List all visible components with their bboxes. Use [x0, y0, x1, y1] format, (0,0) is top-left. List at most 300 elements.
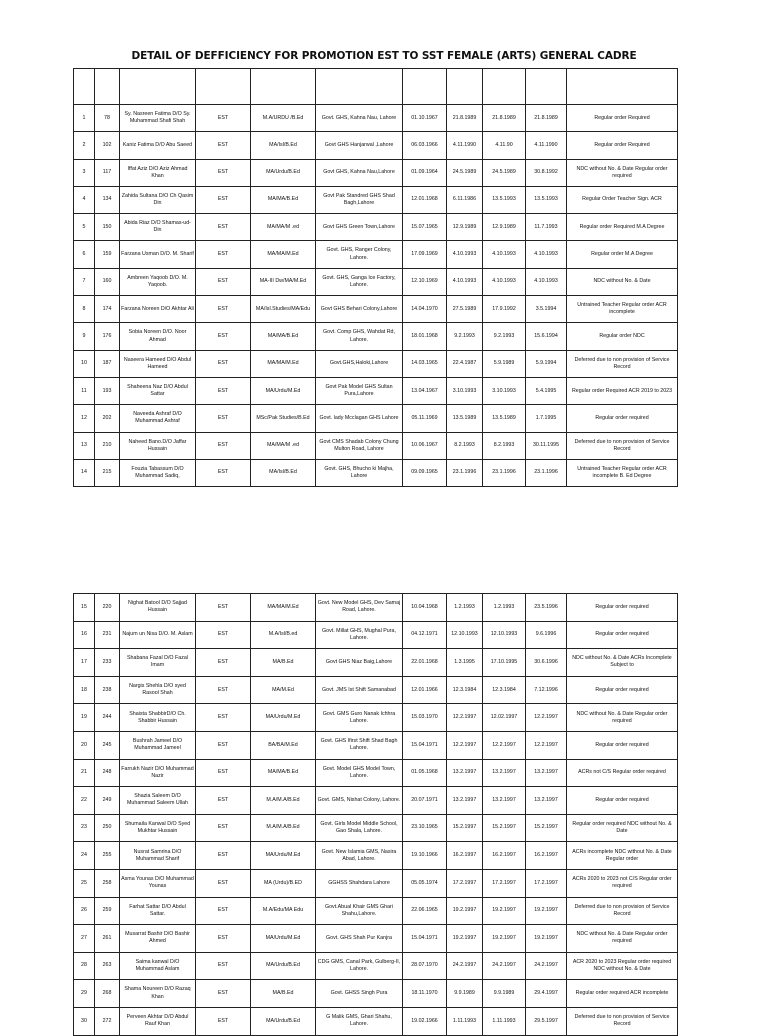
- designation-cell: EST: [196, 432, 251, 459]
- qualification-cell: M.A/M.A/B.Ed: [251, 814, 316, 842]
- header-cell: [316, 69, 403, 105]
- seniority-date-cell: 30.11.1995: [526, 432, 567, 459]
- seniority-date-cell: 15.2.1997: [526, 814, 567, 842]
- table-row: [74, 105, 678, 132]
- table-row: [74, 214, 678, 241]
- seniority-number-cell: 220: [95, 594, 120, 622]
- regular-date-cell: 12.02.1997: [483, 704, 526, 732]
- deficiency-remarks-cell: Regular order NDC: [567, 323, 678, 350]
- table-row: [74, 350, 678, 377]
- designation-cell: EST: [196, 459, 251, 486]
- teacher-name-cell: Bushrah Jameel D/O Muhammad Jameel: [120, 731, 196, 759]
- serial-number-cell: 29: [74, 980, 95, 1008]
- table-row: [74, 952, 678, 980]
- teacher-name-cell: Musarrat Bashir D/O Bashir Ahmed: [120, 925, 196, 953]
- date-of-birth-cell: 15.04.1971: [403, 731, 447, 759]
- seniority-number-cell: 268: [95, 980, 120, 1008]
- qualification-cell: MA/Urdu/M.Ed: [251, 377, 316, 404]
- seniority-date-cell: 19.2.1997: [526, 897, 567, 925]
- qualification-cell: MA/Urdu/B.Ed: [251, 159, 316, 186]
- school-name-cell: Govt. GHS, Ganga Ice Factory, Lahore.: [316, 268, 403, 295]
- header-cell: [403, 69, 447, 105]
- qualification-cell: MA/Isl/B.Ed: [251, 132, 316, 159]
- date-of-birth-cell: 14.03.1965: [403, 350, 447, 377]
- first-appointment-date-cell: 16.2.1997: [447, 842, 483, 870]
- regular-date-cell: 9.9.1989: [483, 980, 526, 1008]
- designation-cell: EST: [196, 869, 251, 897]
- deficiency-remarks-cell: NDC without No. & Date Regular order required: [567, 925, 678, 953]
- seniority-date-cell: 3.5.1994: [526, 296, 567, 323]
- document-title: DETAIL OF DEFFICIENCY FOR PROMOTION EST TO SST FEMALE (ARTS) GENERAL CADRE: [131, 50, 637, 62]
- deficiency-remarks-cell: Regular order required: [567, 594, 678, 622]
- qualification-cell: M.A/Isl/B.ed: [251, 621, 316, 649]
- seniority-number-cell: 210: [95, 432, 120, 459]
- qualification-cell: MA/MA/M.Ed: [251, 241, 316, 268]
- designation-cell: EST: [196, 405, 251, 432]
- date-of-birth-cell: 20.07.1971: [403, 787, 447, 815]
- designation-cell: EST: [196, 377, 251, 404]
- table-header-row: [74, 69, 678, 105]
- seniority-date-cell: 13.2.1997: [526, 759, 567, 787]
- teacher-name-cell: Abida Riaz D/O Shamas-ud-Din: [120, 214, 196, 241]
- designation-cell: EST: [196, 186, 251, 213]
- first-appointment-date-cell: 19.2.1997: [447, 897, 483, 925]
- first-appointment-date-cell: 12.10.1993: [447, 621, 483, 649]
- regular-date-cell: 4.10.1993: [483, 241, 526, 268]
- regular-date-cell: 12.9.1989: [483, 214, 526, 241]
- qualification-cell: MA/MA/M.Ed: [251, 594, 316, 622]
- date-of-birth-cell: 12.01.1968: [403, 186, 447, 213]
- seniority-date-cell: 9.6.1996: [526, 621, 567, 649]
- seniority-date-cell: 4.10.1993: [526, 268, 567, 295]
- deficiency-remarks-cell: Deferred due to non provision of Service Record: [567, 897, 678, 925]
- designation-cell: EST: [196, 105, 251, 132]
- serial-number-cell: 19: [74, 704, 95, 732]
- school-name-cell: Govt. GHS, Bhucho ki Majha, Lahore: [316, 459, 403, 486]
- table-row: [74, 842, 678, 870]
- teacher-name-cell: Zahida Sultana D/O Ch Qasim Din: [120, 186, 196, 213]
- serial-number-cell: 12: [74, 405, 95, 432]
- regular-date-cell: 12.2.1997: [483, 731, 526, 759]
- seniority-number-cell: 202: [95, 405, 120, 432]
- table-row: [74, 759, 678, 787]
- table-row: [74, 377, 678, 404]
- deficiency-remarks-cell: Regular order required NDC without No. & Date: [567, 814, 678, 842]
- regular-date-cell: 1.2.1993: [483, 594, 526, 622]
- first-appointment-date-cell: 17.2.1997: [447, 869, 483, 897]
- header-cell: [95, 69, 120, 105]
- qualification-cell: M.A/M.A/B.Ed: [251, 787, 316, 815]
- date-of-birth-cell: 18.11.1970: [403, 980, 447, 1008]
- teacher-name-cell: Farrukh Nazir D/O Muhammad Nazir: [120, 759, 196, 787]
- first-appointment-date-cell: 13.2.1997: [447, 787, 483, 815]
- seniority-number-cell: 193: [95, 377, 120, 404]
- deficiency-remarks-cell: Regular order required: [567, 787, 678, 815]
- date-of-birth-cell: 10.06.1967: [403, 432, 447, 459]
- table-row: [74, 296, 678, 323]
- regular-date-cell: 13.2.1997: [483, 759, 526, 787]
- designation-cell: EST: [196, 676, 251, 704]
- deficiency-remarks-cell: Regular order Required M.A Degree: [567, 214, 678, 241]
- serial-number-cell: 25: [74, 869, 95, 897]
- date-of-birth-cell: 12.10.1969: [403, 268, 447, 295]
- first-appointment-date-cell: 12.2.1997: [447, 704, 483, 732]
- seniority-date-cell: 7.12.1996: [526, 676, 567, 704]
- serial-number-cell: 7: [74, 268, 95, 295]
- seniority-number-cell: 174: [95, 296, 120, 323]
- seniority-number-cell: 250: [95, 814, 120, 842]
- first-appointment-date-cell: 24.5.1989: [447, 159, 483, 186]
- qualification-cell: MA (Urdu)/B.ED: [251, 869, 316, 897]
- first-appointment-date-cell: 13.5.1989: [447, 405, 483, 432]
- regular-date-cell: 13.5.1993: [483, 186, 526, 213]
- school-name-cell: Govt Pak Model GHS Sultan Pura,Lahore: [316, 377, 403, 404]
- designation-cell: EST: [196, 759, 251, 787]
- teacher-name-cell: Ambreen Yaqoob D/O. M. Yaqoob.: [120, 268, 196, 295]
- deficiency-remarks-cell: Untrained Teacher Regular order ACR incomplete B. Ed Degree: [567, 459, 678, 486]
- deficiency-remarks-cell: Regular order required: [567, 621, 678, 649]
- deficiency-table-part-one: [73, 68, 678, 487]
- school-name-cell: Govt. GMS, Nishat Colony, Lahore.: [316, 787, 403, 815]
- date-of-birth-cell: 05.11.1969: [403, 405, 447, 432]
- serial-number-cell: 20: [74, 731, 95, 759]
- school-name-cell: Govt GHS Niaz Baig,Lahore: [316, 649, 403, 677]
- table-row: [74, 241, 678, 268]
- seniority-date-cell: 5.4.1995: [526, 377, 567, 404]
- seniority-date-cell: 30.8.1992: [526, 159, 567, 186]
- date-of-birth-cell: 01.10.1967: [403, 105, 447, 132]
- serial-number-cell: 9: [74, 323, 95, 350]
- table-row: [74, 405, 678, 432]
- header-cell: [526, 69, 567, 105]
- qualification-cell: MA/Isl.Studies/MA/Edu: [251, 296, 316, 323]
- regular-date-cell: 15.2.1997: [483, 814, 526, 842]
- seniority-number-cell: 160: [95, 268, 120, 295]
- table-row: [74, 621, 678, 649]
- deficiency-remarks-cell: NDC without No. & Date ACRs Incomplete Subject to: [567, 649, 678, 677]
- teacher-name-cell: Naveeda Ashraf D/O Muhammad Ashraf: [120, 405, 196, 432]
- first-appointment-date-cell: 1.11.1993: [447, 1007, 483, 1035]
- header-cell: [447, 69, 483, 105]
- designation-cell: EST: [196, 980, 251, 1008]
- deficiency-remarks-cell: Deferred due to non provision of Service Record: [567, 1007, 678, 1035]
- first-appointment-date-cell: 1.2.1993: [447, 594, 483, 622]
- regular-date-cell: 19.2.1997: [483, 925, 526, 953]
- date-of-birth-cell: 23.10.1965: [403, 814, 447, 842]
- school-name-cell: Govt.GHS,Haloki,Lahore: [316, 350, 403, 377]
- deficiency-remarks-cell: ACRs incomplete NDC without No. & Date Regular order: [567, 842, 678, 870]
- seniority-number-cell: 215: [95, 459, 120, 486]
- date-of-birth-cell: 19.02.1966: [403, 1007, 447, 1035]
- table-row: [74, 323, 678, 350]
- designation-cell: EST: [196, 241, 251, 268]
- seniority-date-cell: 12.2.1997: [526, 704, 567, 732]
- seniority-date-cell: 16.2.1997: [526, 842, 567, 870]
- teacher-name-cell: Shaheena Naz D/O Abdul Sattar: [120, 377, 196, 404]
- qualification-cell: MA/Isl/B.Ed: [251, 459, 316, 486]
- table-row: [74, 159, 678, 186]
- school-name-cell: Govt.Abual Khair GMS Ghari Shahu,Lahore.: [316, 897, 403, 925]
- deficiency-remarks-cell: Regular order Required ACR 2019 to 2023: [567, 377, 678, 404]
- teacher-name-cell: Shabana Fazal D/O Fazal Imam: [120, 649, 196, 677]
- header-cell: [196, 69, 251, 105]
- date-of-birth-cell: 15.04.1971: [403, 925, 447, 953]
- designation-cell: EST: [196, 350, 251, 377]
- seniority-date-cell: 13.5.1993: [526, 186, 567, 213]
- table-row: [74, 787, 678, 815]
- qualification-cell: MA/Urdu/B.Ed: [251, 1007, 316, 1035]
- serial-number-cell: 13: [74, 432, 95, 459]
- school-name-cell: Govt. GHS Ifirst Shift Shad Bagh Lahore.: [316, 731, 403, 759]
- first-appointment-date-cell: 3.10.1993: [447, 377, 483, 404]
- first-appointment-date-cell: 8.2.1993: [447, 432, 483, 459]
- seniority-date-cell: 1.7.1995: [526, 405, 567, 432]
- seniority-number-cell: 176: [95, 323, 120, 350]
- regular-date-cell: 1.11.1993: [483, 1007, 526, 1035]
- serial-number-cell: 11: [74, 377, 95, 404]
- regular-date-cell: 8.2.1993: [483, 432, 526, 459]
- teacher-name-cell: Asma Younas D/O Muhammad Younas: [120, 869, 196, 897]
- school-name-cell: CDG GMS, Canal Park, Gulberg-II, Lahore.: [316, 952, 403, 980]
- qualification-cell: MA/Urdu/M.Ed: [251, 842, 316, 870]
- first-appointment-date-cell: 4.10.1993: [447, 241, 483, 268]
- seniority-date-cell: 13.2.1997: [526, 787, 567, 815]
- table-row: [74, 731, 678, 759]
- qualification-cell: MA/B.Ed: [251, 980, 316, 1008]
- serial-number-cell: 15: [74, 594, 95, 622]
- seniority-number-cell: 259: [95, 897, 120, 925]
- qualification-cell: MA/M.Ed: [251, 676, 316, 704]
- serial-number-cell: 5: [74, 214, 95, 241]
- deficiency-remarks-cell: ACRs not C/S Regular order required: [567, 759, 678, 787]
- qualification-cell: MA/MA/B.Ed: [251, 759, 316, 787]
- designation-cell: EST: [196, 649, 251, 677]
- first-appointment-date-cell: 12.2.1997: [447, 731, 483, 759]
- date-of-birth-cell: 01.05.1968: [403, 759, 447, 787]
- school-name-cell: Govt. Comp GHS, Wahdat Rd, Lahore.: [316, 323, 403, 350]
- teacher-name-cell: Najum un Nisa D/O. M. Aslam: [120, 621, 196, 649]
- regular-date-cell: 12.3.1984: [483, 676, 526, 704]
- date-of-birth-cell: 06.03.1966: [403, 132, 447, 159]
- designation-cell: EST: [196, 159, 251, 186]
- school-name-cell: GGHSS Shahdara Lahore: [316, 869, 403, 897]
- seniority-date-cell: 4.10.1993: [526, 241, 567, 268]
- teacher-name-cell: Sy. Nasreen Fatima D/O Sy. Muhammad Shafi Shah: [120, 105, 196, 132]
- first-appointment-date-cell: 23.1.1996: [447, 459, 483, 486]
- table-row: [74, 925, 678, 953]
- seniority-number-cell: 159: [95, 241, 120, 268]
- first-appointment-date-cell: 6.11.1986: [447, 186, 483, 213]
- deficiency-remarks-cell: Deferred due to non provision of Service Record: [567, 350, 678, 377]
- table-row: [74, 649, 678, 677]
- date-of-birth-cell: 10.04.1968: [403, 594, 447, 622]
- regular-date-cell: 4.11.90: [483, 132, 526, 159]
- designation-cell: EST: [196, 704, 251, 732]
- date-of-birth-cell: 17.09.1969: [403, 241, 447, 268]
- seniority-date-cell: 12.2.1997: [526, 731, 567, 759]
- first-appointment-date-cell: 4.11.1990: [447, 132, 483, 159]
- designation-cell: EST: [196, 925, 251, 953]
- school-name-cell: Govt CMS Shadab Colony Chung Multon Road, Lahore: [316, 432, 403, 459]
- regular-date-cell: 5.9.1989: [483, 350, 526, 377]
- regular-date-cell: 19.2.1997: [483, 897, 526, 925]
- teacher-name-cell: Kaniz Fatima D/O Abu Saeed: [120, 132, 196, 159]
- seniority-number-cell: 233: [95, 649, 120, 677]
- regular-date-cell: 23.1.1996: [483, 459, 526, 486]
- header-cell: [567, 69, 678, 105]
- teacher-name-cell: Shaista ShabbirD/O Ch. Shabbir Hussain: [120, 704, 196, 732]
- regular-date-cell: 21.8.1989: [483, 105, 526, 132]
- seniority-date-cell: 24.2.1997: [526, 952, 567, 980]
- teacher-name-cell: Farzana Usman D/O. M. Sharif: [120, 241, 196, 268]
- deficiency-table-part-two: [73, 593, 678, 1036]
- deficiency-remarks-cell: NDC without No. & Date: [567, 268, 678, 295]
- school-name-cell: Govt. GMS Guro Nanak Ichhra Lahore.: [316, 704, 403, 732]
- qualification-cell: MA/MA/B.Ed: [251, 186, 316, 213]
- date-of-birth-cell: 28.07.1970: [403, 952, 447, 980]
- school-name-cell: Govt. GHS, Kahna Nau, Lahore: [316, 105, 403, 132]
- designation-cell: EST: [196, 132, 251, 159]
- deficiency-remarks-cell: Regular order M.A Degree: [567, 241, 678, 268]
- regular-date-cell: 16.2.1997: [483, 842, 526, 870]
- school-name-cell: Govt. Model GHS Model Town, Lahore.: [316, 759, 403, 787]
- designation-cell: EST: [196, 842, 251, 870]
- school-name-cell: Govt. GHS, Ranger Colony, Lahore.: [316, 241, 403, 268]
- qualification-cell: MA/MA/M .ed: [251, 214, 316, 241]
- seniority-number-cell: 238: [95, 676, 120, 704]
- serial-number-cell: 17: [74, 649, 95, 677]
- designation-cell: EST: [196, 787, 251, 815]
- school-name-cell: Govt GHS Green Town,Lahore: [316, 214, 403, 241]
- serial-number-cell: 4: [74, 186, 95, 213]
- table-row: [74, 268, 678, 295]
- serial-number-cell: 18: [74, 676, 95, 704]
- qualification-cell: MA/B.Ed: [251, 649, 316, 677]
- serial-number-cell: 27: [74, 925, 95, 953]
- regular-date-cell: 13.2.1997: [483, 787, 526, 815]
- date-of-birth-cell: 01.09.1964: [403, 159, 447, 186]
- school-name-cell: Govt Pak Standred GHS Shad Bagh,Lahore: [316, 186, 403, 213]
- date-of-birth-cell: 13.04.1967: [403, 377, 447, 404]
- teacher-name-cell: Naheed Bano.D/O Jaffar Hussain: [120, 432, 196, 459]
- date-of-birth-cell: 22.06.1965: [403, 897, 447, 925]
- serial-number-cell: 24: [74, 842, 95, 870]
- school-name-cell: Govt. New Islamia GMS, Nasira Abad, Lahore.: [316, 842, 403, 870]
- serial-number-cell: 2: [74, 132, 95, 159]
- school-name-cell: Govt. New Model GHS, Dev Samaj Road, Lahore.: [316, 594, 403, 622]
- table-row: [74, 459, 678, 486]
- school-name-cell: Govt GHS Behari Colony,Lahore: [316, 296, 403, 323]
- seniority-date-cell: 30.6.1996: [526, 649, 567, 677]
- date-of-birth-cell: 15.03.1970: [403, 704, 447, 732]
- table-row: [74, 704, 678, 732]
- date-of-birth-cell: 12.01.1966: [403, 676, 447, 704]
- serial-number-cell: 14: [74, 459, 95, 486]
- deficiency-remarks-cell: Regular order Required: [567, 105, 678, 132]
- date-of-birth-cell: 15.07.1965: [403, 214, 447, 241]
- teacher-name-cell: Farhat Sattar D/O Abdul Sattar.: [120, 897, 196, 925]
- header-cell: [74, 69, 95, 105]
- table-row: [74, 594, 678, 622]
- seniority-number-cell: 261: [95, 925, 120, 953]
- designation-cell: EST: [196, 814, 251, 842]
- seniority-number-cell: 78: [95, 105, 120, 132]
- school-name-cell: Govt. Girls Model Middle School, Gao Shala, Lahore.: [316, 814, 403, 842]
- qualification-cell: MSc/Pak Studies/B.Ed: [251, 405, 316, 432]
- deficiency-remarks-cell: ACRs 2020 to 2023 not C/S Regular order required: [567, 869, 678, 897]
- qualification-cell: M.A/Edu/MA Edu: [251, 897, 316, 925]
- first-appointment-date-cell: 4.10.1993: [447, 268, 483, 295]
- deficiency-remarks-cell: Regular order required: [567, 405, 678, 432]
- regular-date-cell: 9.2.1993: [483, 323, 526, 350]
- serial-number-cell: 28: [74, 952, 95, 980]
- qualification-cell: MA/MA/M.Ed: [251, 350, 316, 377]
- first-appointment-date-cell: 9.9.1989: [447, 980, 483, 1008]
- serial-number-cell: 3: [74, 159, 95, 186]
- deficiency-remarks-cell: Untrained Teacher Regular order ACR incomplete: [567, 296, 678, 323]
- serial-number-cell: 8: [74, 296, 95, 323]
- designation-cell: EST: [196, 952, 251, 980]
- designation-cell: EST: [196, 594, 251, 622]
- serial-number-cell: 22: [74, 787, 95, 815]
- school-name-cell: Govt. JMS Ist Shift Samanabad: [316, 676, 403, 704]
- seniority-number-cell: 231: [95, 621, 120, 649]
- date-of-birth-cell: 09.09.1965: [403, 459, 447, 486]
- seniority-date-cell: 21.8.1989: [526, 105, 567, 132]
- seniority-date-cell: 29.4.1997: [526, 980, 567, 1008]
- teacher-name-cell: Saima kanwal D/O Muhammad Aslam: [120, 952, 196, 980]
- table-row: [74, 132, 678, 159]
- first-appointment-date-cell: 15.2.1997: [447, 814, 483, 842]
- seniority-number-cell: 102: [95, 132, 120, 159]
- deficiency-remarks-cell: Regular Order Teacher Sign. ACR: [567, 186, 678, 213]
- qualification-cell: BA/BA/M.Ed: [251, 731, 316, 759]
- designation-cell: EST: [196, 897, 251, 925]
- first-appointment-date-cell: 1.3.1995: [447, 649, 483, 677]
- table-row: [74, 186, 678, 213]
- first-appointment-date-cell: 21.8.1989: [447, 105, 483, 132]
- designation-cell: EST: [196, 621, 251, 649]
- seniority-number-cell: 134: [95, 186, 120, 213]
- table-row: [74, 897, 678, 925]
- serial-number-cell: 21: [74, 759, 95, 787]
- first-appointment-date-cell: 12.3.1984: [447, 676, 483, 704]
- seniority-number-cell: 249: [95, 787, 120, 815]
- teacher-name-cell: Nusrat Samrina D/O Muhammad Sharif: [120, 842, 196, 870]
- date-of-birth-cell: 14.04.1970: [403, 296, 447, 323]
- teacher-name-cell: Shama Noureen D/O Razaq Khan: [120, 980, 196, 1008]
- qualification-cell: M.A/URDU /B.Ed: [251, 105, 316, 132]
- deficiency-remarks-cell: Regular order required: [567, 731, 678, 759]
- qualification-cell: MA/MA/M .ed: [251, 432, 316, 459]
- regular-date-cell: 24.5.1989: [483, 159, 526, 186]
- table-row: [74, 980, 678, 1008]
- table-row: [74, 432, 678, 459]
- teacher-name-cell: Shumaila Kanwal D/O Syed Mukhtar Hussain: [120, 814, 196, 842]
- seniority-number-cell: 245: [95, 731, 120, 759]
- date-of-birth-cell: 04.12.1971: [403, 621, 447, 649]
- date-of-birth-cell: 05.05.1974: [403, 869, 447, 897]
- deficiency-remarks-cell: NDC without No. & Date Regular order required: [567, 159, 678, 186]
- first-appointment-date-cell: 9.2.1993: [447, 323, 483, 350]
- regular-date-cell: 17.2.1997: [483, 869, 526, 897]
- table-row: [74, 676, 678, 704]
- seniority-date-cell: 23.5.1996: [526, 594, 567, 622]
- first-appointment-date-cell: 22.4.1987: [447, 350, 483, 377]
- seniority-number-cell: 263: [95, 952, 120, 980]
- seniority-number-cell: 244: [95, 704, 120, 732]
- deficiency-remarks-cell: Regular order required ACR incomplete: [567, 980, 678, 1008]
